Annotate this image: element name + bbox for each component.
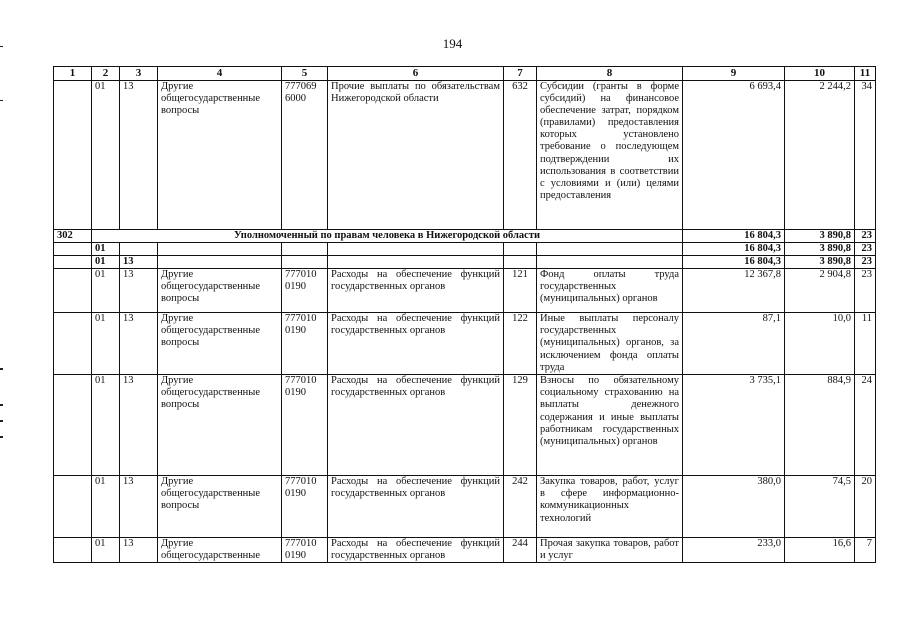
column-header-row: [54, 67, 876, 81]
margin-mark: [0, 436, 3, 438]
column-header: 10: [785, 67, 855, 81]
cell-expense-type-name: [537, 243, 683, 256]
cell-percent: 23: [855, 230, 876, 243]
cell-article-name: [328, 256, 504, 269]
cell-percent: 24: [855, 375, 876, 476]
cell-subsection: 13: [120, 256, 158, 269]
cell-article-name: Расходы на обеспечение функций государственных органов: [328, 375, 504, 476]
cell-agency-code: [54, 476, 92, 538]
cell-expense-type: 129: [504, 375, 537, 476]
cell-subsection-name: Другие общегосударственные вопросы: [158, 269, 282, 313]
cell-target-article: [282, 256, 328, 269]
cell-percent: 23: [855, 269, 876, 313]
cell-plan-amount: 380,0: [683, 476, 785, 538]
cell-expense-type-name: Взносы по обязательному социальному страхованию на выплаты денежного содержания и иные выплаты работникам государственных (муниципальных) органов: [537, 375, 683, 476]
cell-agency-code: [54, 81, 92, 230]
table-row: [54, 538, 876, 563]
cell-expense-type: [504, 243, 537, 256]
cell-subsection: [120, 243, 158, 256]
column-header: 9: [683, 67, 785, 81]
cell-section: 01: [92, 81, 120, 230]
cell-target-article: 777010 0190: [282, 269, 328, 313]
table-row: [54, 230, 876, 243]
margin-mark: [0, 368, 3, 370]
cell-expense-type: 242: [504, 476, 537, 538]
cell-subsection: 13: [120, 81, 158, 230]
cell-target-article: 777010 0190: [282, 476, 328, 538]
cell-percent: 20: [855, 476, 876, 538]
cell-plan-amount: 233,0: [683, 538, 785, 563]
cell-subsection-name: Другие общегосударственные вопросы: [158, 313, 282, 375]
cell-article-name: Расходы на обеспечение функций государственных органов: [328, 476, 504, 538]
cell-expense-type: [504, 256, 537, 269]
column-header: 5: [282, 67, 328, 81]
cell-actual-amount: 2 904,8: [785, 269, 855, 313]
cell-actual-amount: 10,0: [785, 313, 855, 375]
cell-target-article: 777010 0190: [282, 375, 328, 476]
table-row: [54, 243, 876, 256]
cell-percent: 34: [855, 81, 876, 230]
cell-expense-type: 632: [504, 81, 537, 230]
cell-expense-type-name: Субсидии (гранты в форме субсидий) на финансовое обеспечение затрат, порядком (правилами) предоставления которых установлено требование о последующем подтверждении их использования в соответствии с условиями и (или) целями предоставления: [537, 81, 683, 230]
cell-subsection: 13: [120, 375, 158, 476]
cell-plan-amount: 16 804,3: [683, 243, 785, 256]
cell-actual-amount: 16,6: [785, 538, 855, 563]
cell-section: 01: [92, 269, 120, 313]
column-header: 8: [537, 67, 683, 81]
cell-section: 01: [92, 375, 120, 476]
cell-subsection: 13: [120, 538, 158, 563]
cell-article-name: Прочие выплаты по обязательствам Нижегородской области: [328, 81, 504, 230]
cell-subsection-name: Другие общегосударственные вопросы: [158, 375, 282, 476]
cell-percent: 11: [855, 313, 876, 375]
margin-mark: [0, 420, 3, 422]
cell-expense-type: 121: [504, 269, 537, 313]
column-header: 6: [328, 67, 504, 81]
cell-section: 01: [92, 313, 120, 375]
cell-article-name: Расходы на обеспечение функций государственных органов: [328, 538, 504, 563]
cell-percent: 23: [855, 256, 876, 269]
table-row: [54, 81, 876, 230]
cell-expense-type: 122: [504, 313, 537, 375]
cell-percent: 7: [855, 538, 876, 563]
cell-actual-amount: 74,5: [785, 476, 855, 538]
cell-agency-code: 302: [54, 230, 92, 243]
cell-section: 01: [92, 538, 120, 563]
cell-section: 01: [92, 243, 120, 256]
cell-agency-code: [54, 538, 92, 563]
budget-table: [53, 66, 876, 563]
cell-target-article: 777010 0190: [282, 313, 328, 375]
cell-subsection: 13: [120, 476, 158, 538]
cell-expense-type-name: [537, 256, 683, 269]
cell-subsection-name: Другие общегосударственные: [158, 538, 282, 563]
agency-title: Уполномоченный по правам человека в Нижегородской области: [92, 230, 683, 243]
table-row: [54, 476, 876, 538]
cell-actual-amount: 3 890,8: [785, 243, 855, 256]
cell-subsection-name: Другие общегосударственные вопросы: [158, 476, 282, 538]
margin-mark: [0, 46, 3, 47]
table-row: [54, 375, 876, 476]
cell-actual-amount: 884,9: [785, 375, 855, 476]
cell-percent: 23: [855, 243, 876, 256]
cell-article-name: Расходы на обеспечение функций государственных органов: [328, 269, 504, 313]
table-row: [54, 256, 876, 269]
cell-subsection-name: [158, 256, 282, 269]
cell-expense-type-name: Фонд оплаты труда государственных (муниципальных) органов: [537, 269, 683, 313]
cell-target-article: [282, 243, 328, 256]
cell-expense-type: 244: [504, 538, 537, 563]
column-header: 11: [855, 67, 876, 81]
cell-subsection: 13: [120, 313, 158, 375]
cell-agency-code: [54, 313, 92, 375]
cell-section: 01: [92, 476, 120, 538]
cell-agency-code: [54, 256, 92, 269]
cell-plan-amount: 6 693,4: [683, 81, 785, 230]
cell-actual-amount: 3 890,8: [785, 230, 855, 243]
margin-mark: [0, 100, 3, 101]
table-body: [54, 81, 876, 563]
cell-plan-amount: 87,1: [683, 313, 785, 375]
column-header: 7: [504, 67, 537, 81]
cell-actual-amount: 2 244,2: [785, 81, 855, 230]
cell-plan-amount: 16 804,3: [683, 230, 785, 243]
table-row: [54, 313, 876, 375]
table-row: [54, 269, 876, 313]
column-header: 1: [54, 67, 92, 81]
cell-agency-code: [54, 243, 92, 256]
margin-mark: [0, 404, 3, 406]
column-header: 3: [120, 67, 158, 81]
cell-actual-amount: 3 890,8: [785, 256, 855, 269]
cell-article-name: [328, 243, 504, 256]
page-number: 194: [442, 36, 463, 51]
cell-agency-code: [54, 269, 92, 313]
cell-subsection: 13: [120, 269, 158, 313]
cell-target-article: 777069 6000: [282, 81, 328, 230]
cell-subsection-name: [158, 243, 282, 256]
cell-target-article: 777010 0190: [282, 538, 328, 563]
cell-expense-type-name: Иные выплаты персоналу государственных (муниципальных) органов, за исключением фонда оплаты труда: [537, 313, 683, 375]
cell-plan-amount: 16 804,3: [683, 256, 785, 269]
cell-subsection-name: Другие общегосударственные вопросы: [158, 81, 282, 230]
cell-plan-amount: 12 367,8: [683, 269, 785, 313]
column-header: 2: [92, 67, 120, 81]
column-header: 4: [158, 67, 282, 81]
cell-expense-type-name: Прочая закупка товаров, работ и услуг: [537, 538, 683, 563]
cell-article-name: Расходы на обеспечение функций государственных органов: [328, 313, 504, 375]
cell-plan-amount: 3 735,1: [683, 375, 785, 476]
cell-expense-type-name: Закупка товаров, работ, услуг в сфере информационно-коммуникационных технологий: [537, 476, 683, 538]
cell-section: 01: [92, 256, 120, 269]
cell-agency-code: [54, 375, 92, 476]
